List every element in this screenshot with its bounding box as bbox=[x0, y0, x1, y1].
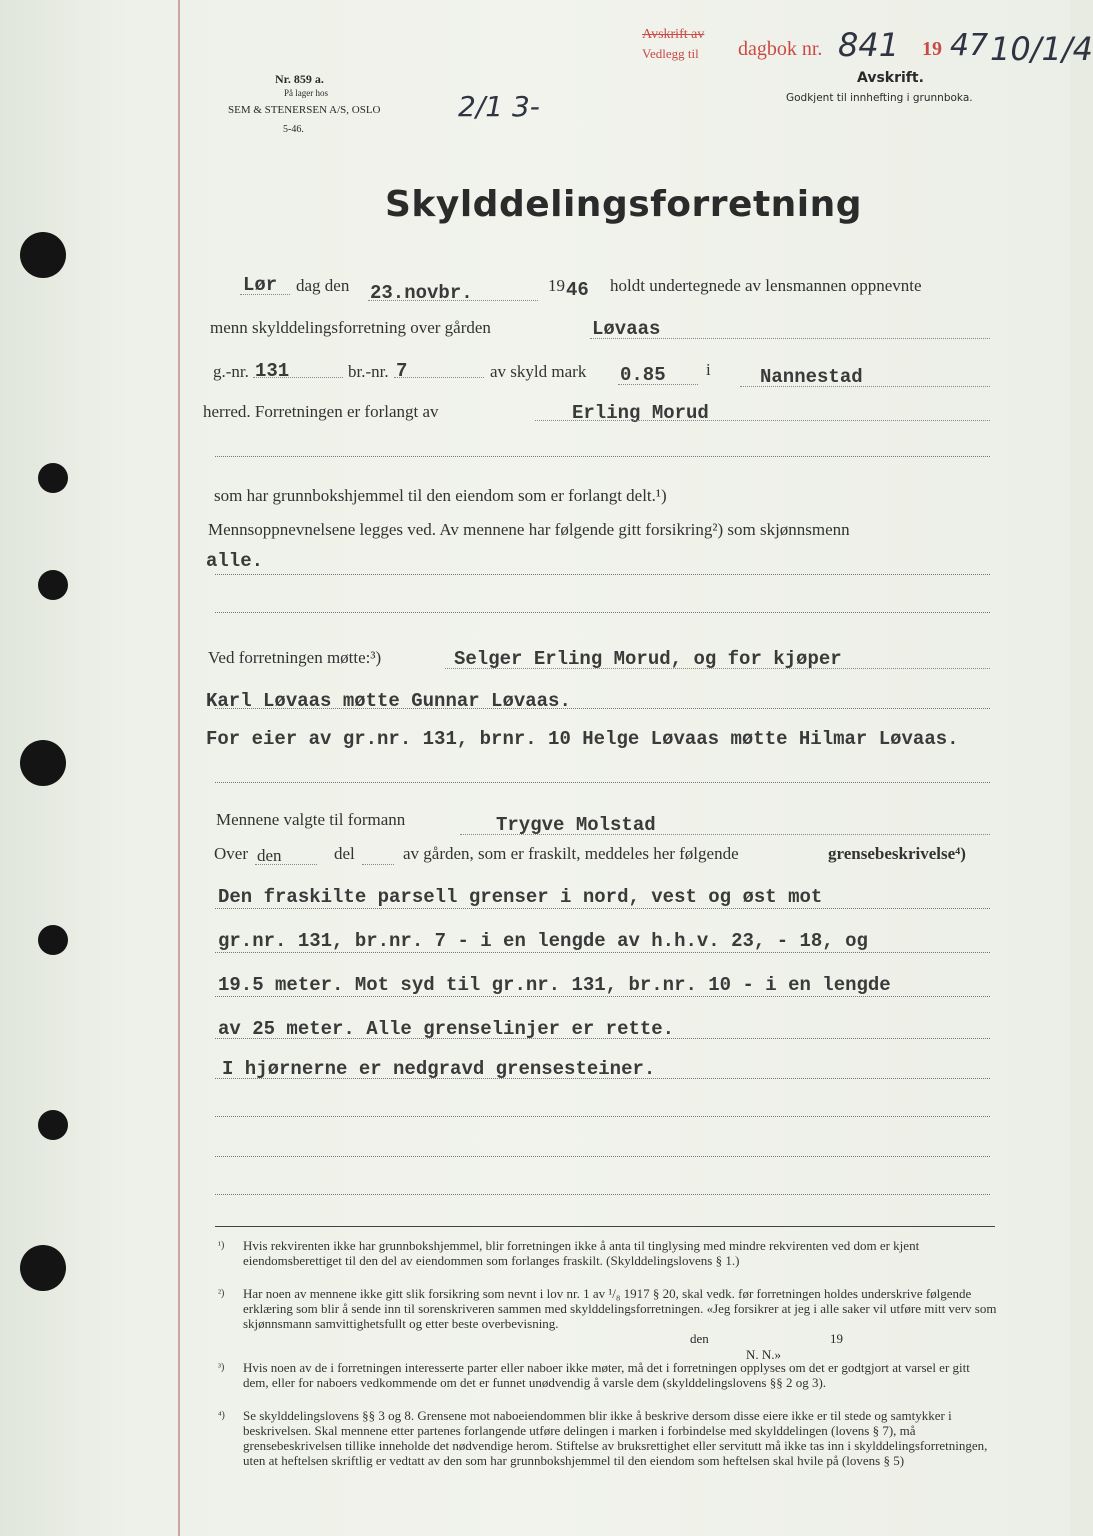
fill-line bbox=[535, 420, 990, 421]
binder-hole bbox=[38, 463, 68, 493]
day-prefix: Lør bbox=[243, 274, 278, 296]
boundary-text: av gården, som er fraskilt, meddeles her følgende bbox=[403, 844, 739, 863]
publisher-line: 5-46. bbox=[283, 124, 304, 135]
binder-hole bbox=[20, 232, 66, 278]
farm-name: Løvaas bbox=[592, 318, 661, 340]
blank-line bbox=[215, 612, 990, 613]
herred-text: herred. Forretningen er forlangt av bbox=[203, 402, 439, 421]
footnote-mark: ⁴) bbox=[218, 1410, 225, 1421]
municipality: Nannestad bbox=[760, 366, 863, 388]
publisher-line: På lager hos bbox=[284, 88, 328, 98]
avskrift-note: Godkjent til innhefting i grunnboka. bbox=[786, 92, 973, 104]
blank-line bbox=[215, 1038, 990, 1039]
footnote-mark: ³) bbox=[218, 1362, 225, 1373]
blank-line bbox=[215, 708, 990, 709]
fill-line bbox=[590, 338, 990, 339]
forsikring-fill: alle. bbox=[206, 550, 264, 572]
blank-line bbox=[215, 1078, 990, 1079]
stamp-year-prefix: 19 bbox=[922, 38, 942, 60]
year-prefix: 19 bbox=[548, 276, 565, 295]
i-word: i bbox=[706, 360, 711, 379]
stamp-vedlegg-til: Vedlegg til bbox=[642, 46, 699, 61]
bnr-label: br.-nr. bbox=[348, 362, 389, 381]
stamp-avskrift-av: Avskrift av bbox=[642, 27, 705, 42]
attendance-label: Ved forretningen møtte:³) bbox=[208, 648, 382, 667]
gnr-label: g.-nr. bbox=[213, 362, 249, 381]
fill-line bbox=[368, 300, 538, 301]
binder-hole bbox=[38, 570, 68, 600]
gnr-value: 131 bbox=[255, 360, 290, 382]
footnote-year: 19 bbox=[830, 1331, 843, 1346]
chairman-name: Trygve Molstad bbox=[496, 814, 656, 836]
hjemmel-text: som har grunnbokshjemmel til den eiendom som er forlangt delt.¹) bbox=[214, 486, 667, 505]
handwritten-date: 2/1 3- bbox=[458, 90, 540, 123]
footnote-mark: ²) bbox=[218, 1288, 225, 1299]
blank-line bbox=[215, 908, 990, 909]
day-word: dag den bbox=[296, 276, 350, 295]
skyld-value: 0.85 bbox=[620, 364, 666, 386]
handwritten-extra: 10/1/4 bbox=[990, 30, 1093, 68]
boundary-line: 19.5 meter. Mot syd til gr.nr. 131, br.nr. 10 - i en lengde bbox=[218, 974, 891, 996]
footnote-text: Hvis rekvirenten ikke har grunnbokshjemmel, blir forretningen ikke å anta til tinglysing med mindre rekvirenten ved dom er kjent eiendomsberettiget til den del av eiendommen som forlanges fraskilt. (Skylddelingslovens § 1.) bbox=[243, 1238, 920, 1268]
footnote-text: Se skylddelingslovens §§ 3 og 8. Grensene mot naboeiendommen blir ikke å beskrive dersom disse eiere ikke er til stede og samtykker i beskrivelsen. Skal mennene etter partenes forlangende utføre delingen i marken i forbindelse med skylddelingen (lovens § 7), må grensebeskrivelsen tillike inneholde det nødvendige herom. Stiftelse av bruksrettighet eller servitutt må ikke tas inn i skylddelingsforretningen, uten at heftelsen skriftlig er vedtatt av den som har grunnbokshjemmel til den eiendom som heftelsen skal hvile på (lovens § 5) bbox=[243, 1408, 988, 1468]
boundary-line: av 25 meter. Alle grenselinjer er rette. bbox=[218, 1018, 675, 1040]
over-fill: den bbox=[257, 846, 282, 865]
fill-line bbox=[460, 834, 990, 835]
blank-line bbox=[215, 574, 990, 575]
fill-line bbox=[618, 384, 698, 385]
stamp-number: 841 bbox=[838, 26, 900, 64]
footnote-den: den bbox=[690, 1331, 709, 1346]
binder-hole bbox=[20, 740, 66, 786]
blank-line bbox=[215, 996, 990, 997]
attendance-line: Selger Erling Morud, og for kjøper bbox=[454, 648, 842, 670]
blank-line bbox=[215, 782, 990, 783]
avskrift-label: Avskrift. bbox=[857, 70, 924, 86]
margin-line bbox=[178, 0, 180, 1536]
date-value: 23.novbr. bbox=[370, 282, 473, 304]
fill-line bbox=[740, 386, 990, 387]
publisher-line: SEM & STENERSEN A/S, OSLO bbox=[228, 104, 381, 116]
line2-text: menn skylddelingsforretning over gården bbox=[210, 318, 491, 337]
skyld-text: av skyld mark bbox=[490, 362, 587, 381]
binder-hole bbox=[38, 1110, 68, 1140]
boundary-line: Den fraskilte parsell grenser i nord, vest og øst mot bbox=[218, 886, 823, 908]
boundary-text-bold: grensebeskrivelse⁴) bbox=[828, 844, 966, 863]
over-text: Over bbox=[214, 844, 248, 863]
intro-text: holdt undertegnede av lensmannen oppnevnte bbox=[610, 276, 922, 295]
footnote-text: Hvis noen av de i forretningen interesserte parter eller naboer ikke møter, må det i forretningen opplyses om det er godtgjort at varsel er gitt dem, eller for naboers vedkommende om det er funnet unødvendig å varsle dem (skylddelingslovens §§ 2 og 3). bbox=[243, 1360, 970, 1390]
blank-line bbox=[215, 1116, 990, 1117]
fill-line bbox=[253, 377, 343, 378]
requester-name: Erling Morud bbox=[572, 402, 709, 424]
binder-hole bbox=[38, 925, 68, 955]
fill-line bbox=[240, 294, 290, 295]
document-title: Skylddelingsforretning bbox=[385, 184, 863, 225]
menn-text: Mennsoppnevnelsene legges ved. Av mennene har følgende gitt forsikring²) som skjønnsmenn bbox=[208, 520, 850, 539]
blank-line bbox=[215, 1194, 990, 1195]
chairman-label: Mennene valgte til formann bbox=[216, 810, 406, 829]
blank-line bbox=[215, 952, 990, 953]
fill-line bbox=[445, 668, 990, 669]
footnote-nn: N. N.» bbox=[746, 1347, 782, 1362]
del-text: del bbox=[334, 844, 355, 863]
footnote-mark: ¹) bbox=[218, 1240, 225, 1251]
year-suffix: 46 bbox=[566, 279, 589, 301]
fill-line bbox=[394, 377, 484, 378]
fill-line bbox=[362, 864, 394, 865]
attendance-line: For eier av gr.nr. 131, brnr. 10 Helge Løvaas møtte Hilmar Løvaas. bbox=[206, 728, 959, 750]
form-number: Nr. 859 a. bbox=[275, 72, 324, 86]
stamp-dagbok-nr: dagbok nr. bbox=[738, 38, 823, 60]
blank-line bbox=[215, 1156, 990, 1157]
footnote-separator bbox=[215, 1226, 995, 1227]
bnr-value: 7 bbox=[396, 360, 408, 382]
attendance-line: Karl Løvaas møtte Gunnar Løvaas. bbox=[206, 690, 571, 712]
boundary-line: gr.nr. 131, br.nr. 7 - i en lengde av h.h.v. 23, - 18, og bbox=[218, 930, 868, 952]
binder-hole bbox=[20, 1245, 66, 1291]
blank-line bbox=[215, 456, 990, 457]
footnote-text: Har noen av mennene ikke gitt slik forsikring som nevnt i lov nr. 1 av ¹/₈ 1917 § 20, skal vedk. før forretningen holdes underskrive følgende erklæring som blir å sende inn til sorenskriveren sammen med skylddelingsforretningen. «Jeg forsikrer at jeg i alle saker vil utføre mitt verv som skjønnsmann samvittighetsfullt og etter beste overbevisning. bbox=[243, 1286, 997, 1331]
boundary-line: I hjørnerne er nedgravd grensesteiner. bbox=[222, 1058, 656, 1080]
stamp-year-suffix: 47 bbox=[950, 28, 989, 63]
fill-line bbox=[255, 864, 317, 865]
